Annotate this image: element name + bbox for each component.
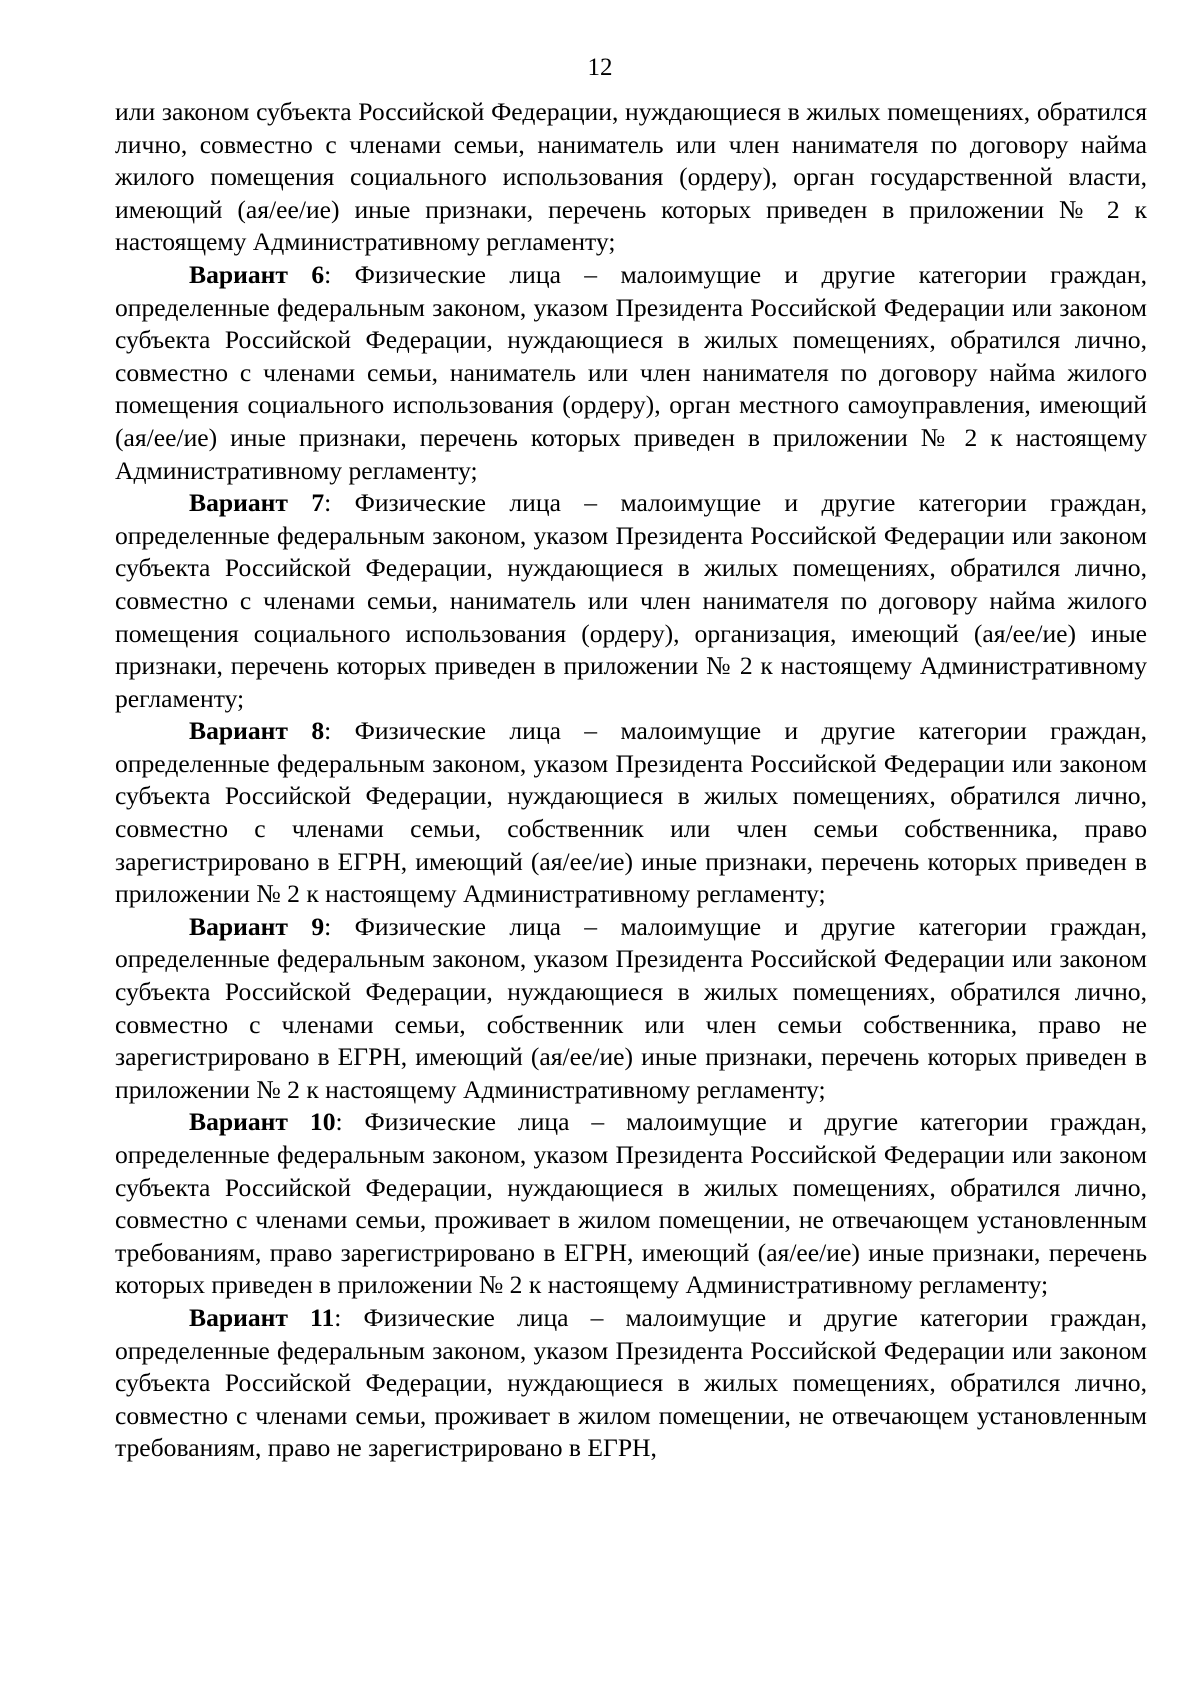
page-number: 12 [587, 54, 613, 81]
variant-label: Вариант 10 [189, 1107, 336, 1137]
paragraph-variant-6 [115, 259, 1147, 487]
paragraph-variant-8 [115, 715, 1147, 911]
variant-label: Вариант 8 [189, 716, 325, 746]
paragraph-text: : Физические лица – малоимущие и другие категории граждан, определенные федеральным законом, указом Президента Российской Федерации или законом субъекта Российской Федерации, нуждающиеся в жилых помещениях, обратился лично, совместно с членами семьи, собственник или член семьи собственника, право зарегистрировано в ЕГРН, имеющий (ая/ее/ие) иные признаки, перечень которых приведен в приложении № 2 к настоящему Административному регламенту; [115, 716, 1147, 909]
paragraph-variant-7 [115, 487, 1147, 715]
variant-label: Вариант 9 [189, 911, 325, 941]
paragraph-variant-9 [115, 911, 1147, 1107]
paragraph-text: : Физические лица – малоимущие и другие категории граждан, определенные федеральным законом, указом Президента Российской Федерации или законом субъекта Российской Федерации, нуждающиеся в жилых помещениях, обратился лично, совместно с членами семьи, наниматель или член нанимателя по договору найма жилого помещения социального использования (ордеру), орган местного самоуправления, имеющий (ая/ее/ие) иные признаки, перечень которых приведен в приложении № 2 к настоящему Административному регламенту; [115, 259, 1147, 485]
document-body [115, 96, 1147, 1465]
paragraph-text: : Физические лица – малоимущие и другие категории граждан, определенные федеральным законом, указом Президента Российской Федерации или законом субъекта Российской Федерации, нуждающиеся в жилых помещениях, обратился лично, совместно с членами семьи, собственник или член семьи собственника, право не зарегистрировано в ЕГРН, имеющий (ая/ее/ие) иные признаки, перечень которых приведен в приложении № 2 к настоящему Административному регламенту; [115, 911, 1147, 1104]
variant-label: Вариант 7 [189, 488, 325, 518]
variant-label: Вариант 11 [189, 1302, 335, 1332]
paragraph-variant-11 [115, 1302, 1147, 1465]
paragraph-text: : Физические лица – малоимущие и другие категории граждан, определенные федеральным законом, указом Президента Российской Федерации или законом субъекта Российской Федерации, нуждающиеся в жилых помещениях, обратился лично, совместно с членами семьи, проживает в жилом помещении, не отвечающем установленным требованиям, право не зарегистрировано в ЕГРН, [115, 1302, 1148, 1463]
paragraph-text: : Физические лица – малоимущие и другие категории граждан, определенные федеральным законом, указом Президента Российской Федерации или законом субъекта Российской Федерации, нуждающиеся в жилых помещениях, обратился лично, совместно с членами семьи, наниматель или член нанимателя по договору найма жилого помещения социального использования (ордеру), организация, имеющий (ая/ее/ие) иные признаки, перечень которых приведен в приложении № 2 к настоящему Административному регламенту; [115, 488, 1147, 713]
paragraph-text: или законом субъекта Российской Федерации, нуждающиеся в жилых помещениях, обратился лично, совместно с членами семьи, наниматель или член нанимателя по договору найма жилого помещения социального использования (ордеру), орган государственной власти, имеющий (ая/ее/ие) иные признаки, перечень которых приведен в приложении № 2 к настоящему Административному регламенту; [115, 97, 1147, 257]
variant-label: Вариант 6 [189, 259, 325, 289]
paragraph-variant-10 [115, 1106, 1147, 1302]
paragraph-continuation [115, 96, 1147, 259]
paragraph-text: : Физические лица – малоимущие и другие категории граждан, определенные федеральным законом, указом Президента Российской Федерации или законом субъекта Российской Федерации, нуждающиеся в жилых помещениях, обратился лично, совместно с членами семьи, проживает в жилом помещении, не отвечающем установленным требованиям, право зарегистрировано в ЕГРН, имеющий (ая/ее/ие) иные признаки, перечень которых приведен в приложении № 2 к настоящему Административному регламенту; [115, 1107, 1147, 1300]
